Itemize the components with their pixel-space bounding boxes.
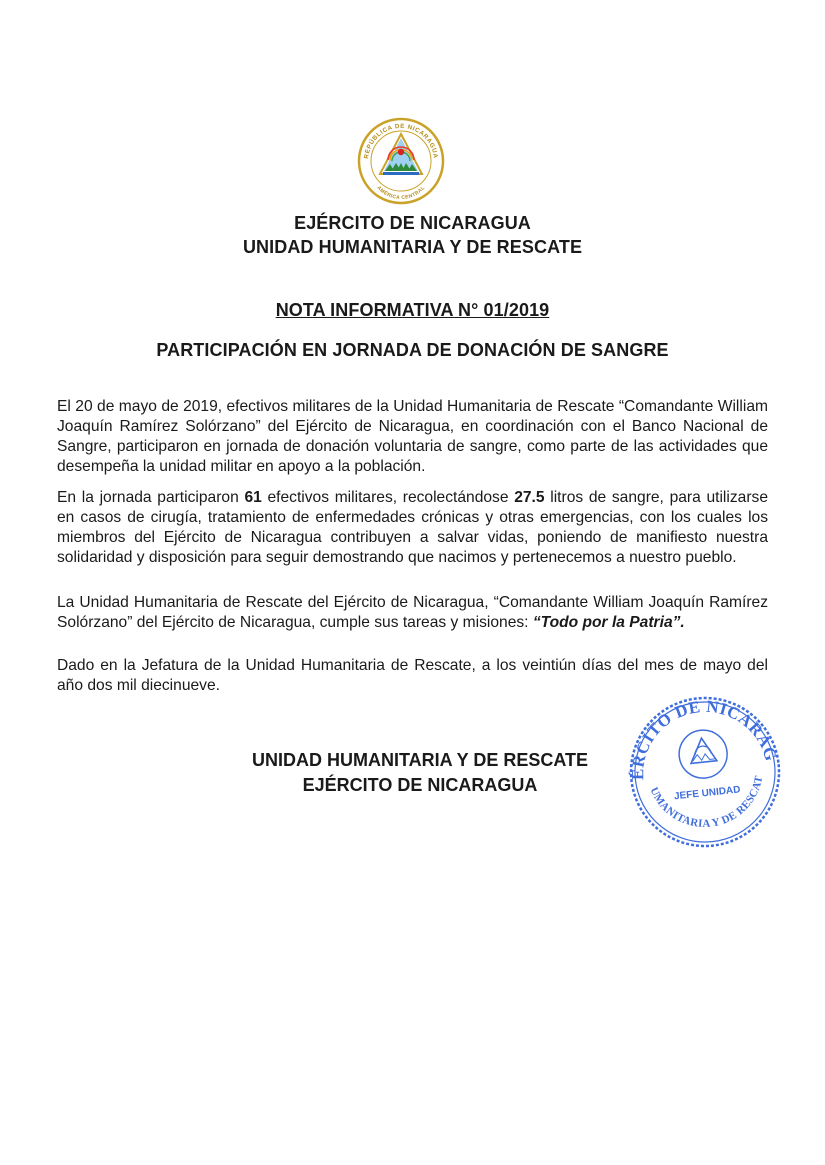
emblem-top-text: REPÚBLICA DE NICARAGUA (363, 122, 439, 160)
participants-count: 61 (244, 489, 262, 506)
paragraph-text: En la jornada participaron (57, 489, 245, 506)
organization-name: EJÉRCITO DE NICARAGUA (294, 213, 531, 233)
nicaragua-coat-of-arms-icon (356, 116, 446, 206)
signature-organization: EJÉRCITO DE NICARAGUA (302, 775, 538, 795)
emblem-bottom-text: AMÉRICA CENTRAL (375, 185, 427, 202)
official-stamp-icon (625, 692, 785, 852)
unit-name: UNIDAD HUMANITARIA Y DE RESCATE (242, 237, 583, 257)
stamp-center-text: JEFE UNIDAD (673, 784, 741, 803)
stamp-bottom-text: HUMANITARIA Y DE RESCATE (647, 774, 766, 831)
body-paragraph-4: Dado en la Jefatura de la Unidad Humanitaria de Rescate, a los veintiún días del mes de mayo del año dos mil diecinueve. (57, 657, 768, 694)
svg-text:EJÉRCITO DE NICARAGUA (625, 692, 782, 783)
paragraph-text: efectivos militares, recolectándose (261, 489, 515, 506)
motto: “Todo por la Patria”. (532, 614, 685, 631)
liters-collected: 27.5 (514, 489, 545, 506)
note-title: NOTA INFORMATIVA N° 01/2019 (275, 300, 550, 320)
note-subject: PARTICIPACIÓN EN JORNADA DE DONACIÓN DE SANGRE (156, 340, 669, 360)
body-paragraph-1: El 20 de mayo de 2019, efectivos militares de la Unidad Humanitaria de Rescate “Comandante William Joaquín Ramírez Solórzano” del Ejército de Nicaragua, en coordinación con el Banco Nacional de Sangre, participaron en jornada de donación voluntaria de sangre, como parte de las actividades que desempeña la unidad militar en apoyo a la población. (57, 398, 768, 475)
stamp-top-text: EJÉRCITO DE NICARAGUA (628, 696, 781, 781)
signature-unit: UNIDAD HUMANITARIA Y DE RESCATE (251, 750, 588, 770)
paragraph-text: litros de sangre, para utilizarse en casos de cirugía, tratamiento de enfermedades crónicas y otras emergencias, con los cuales los miembros del Ejército de Nicaragua contribuyen a salvar vidas, poniendo de manifiesto nuestra solidaridad y disposición para seguir demostrando que nacimos y pertenecemos a nuestro pueblo. (57, 489, 768, 566)
body-paragraph-2 (57, 488, 768, 568)
paragraph-text: La Unidad Humanitaria de Rescate del Ejército de Nicaragua, “Comandante William Joaquín Ramírez Solórzano” del Ejército de Nicaragua, cumple sus tareas y misiones: (57, 594, 768, 631)
body-paragraph-3 (57, 593, 768, 633)
